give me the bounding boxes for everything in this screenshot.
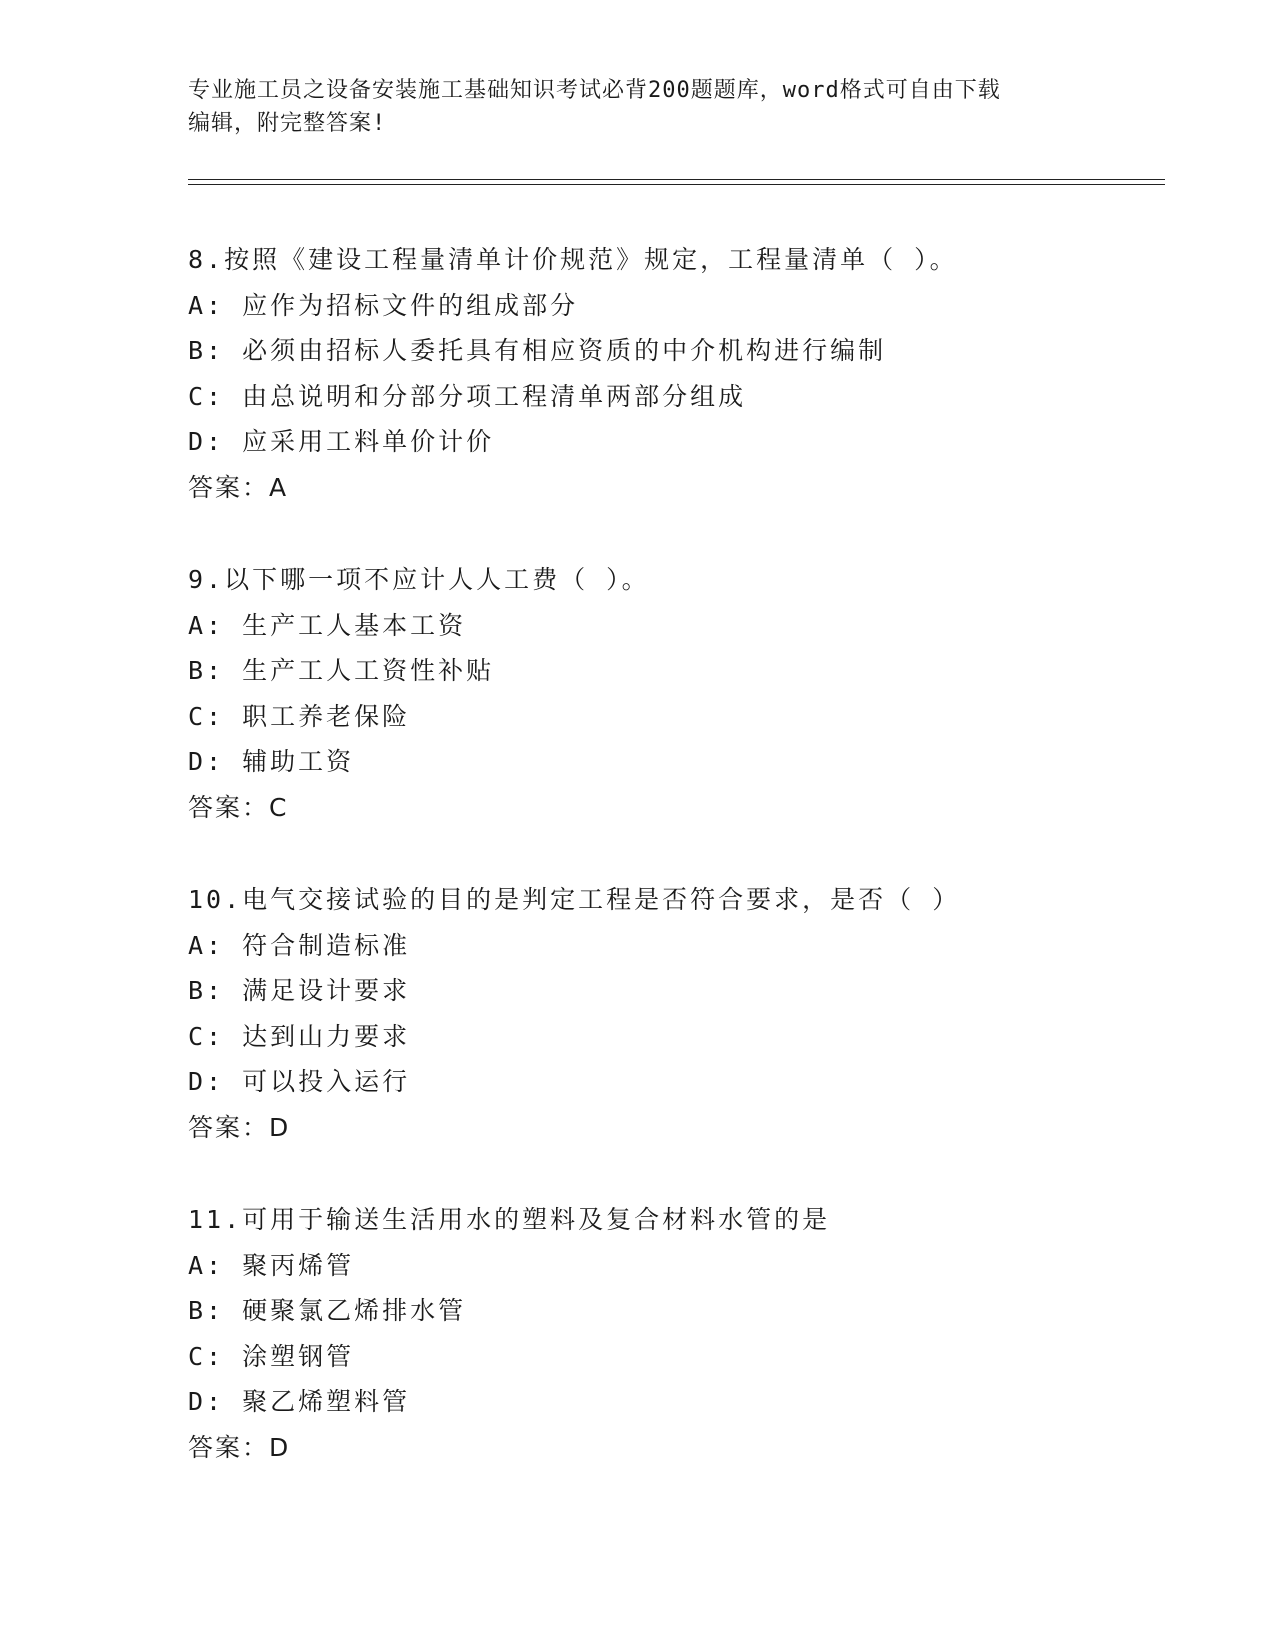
option-c: C: 职工养老保险 bbox=[188, 701, 411, 731]
question-list bbox=[188, 237, 1168, 1517]
header-divider-bottom bbox=[188, 184, 1165, 185]
option-a: A: 符合制造标准 bbox=[188, 930, 411, 960]
option-d: D: 可以投入运行 bbox=[188, 1067, 411, 1096]
answer: 答案：A bbox=[188, 472, 289, 502]
answer: 答案：D bbox=[188, 1432, 291, 1462]
question-stem: 9.以下哪一项不应计人人工费（ ）。 bbox=[188, 565, 650, 594]
document-header bbox=[188, 74, 1088, 140]
question-stem: 11.可用于输送生活用水的塑料及复合材料水管的是 bbox=[188, 1205, 831, 1234]
option-a: A: 生产工人基本工资 bbox=[188, 610, 467, 640]
option-b: B: 满足设计要求 bbox=[188, 976, 411, 1005]
option-d: D: 聚乙烯塑料管 bbox=[188, 1387, 411, 1416]
option-a: A: 应作为招标文件的组成部分 bbox=[188, 290, 579, 320]
question-9 bbox=[188, 557, 1168, 877]
option-c: C: 由总说明和分部分项工程清单两部分组成 bbox=[188, 381, 747, 411]
header-title-line-2: 编辑，附完整答案! bbox=[188, 111, 387, 136]
option-c: C: 达到山力要求 bbox=[188, 1021, 411, 1051]
option-d: D: 辅助工资 bbox=[188, 747, 355, 776]
option-b: B: 必须由招标人委托具有相应资质的中介机构进行编制 bbox=[188, 336, 887, 365]
option-d: D: 应采用工料单价计价 bbox=[188, 427, 495, 456]
question-stem: 8.按照《建设工程量清单计价规范》规定，工程量清单（ ）。 bbox=[188, 245, 958, 274]
header-divider-top bbox=[188, 179, 1165, 180]
option-b: B: 硬聚氯乙烯排水管 bbox=[188, 1296, 467, 1325]
question-8 bbox=[188, 237, 1168, 557]
answer: 答案：D bbox=[188, 1112, 291, 1142]
header-title-line-1: 专业施工员之设备安装施工基础知识考试必背200题题库，word格式可自由下载 bbox=[188, 78, 1001, 103]
option-a: A: 聚丙烯管 bbox=[188, 1250, 355, 1280]
option-b: B: 生产工人工资性补贴 bbox=[188, 656, 495, 685]
question-10 bbox=[188, 877, 1168, 1197]
option-c: C: 涂塑钢管 bbox=[188, 1341, 355, 1371]
question-11 bbox=[188, 1197, 1168, 1517]
answer: 答案：C bbox=[188, 792, 289, 822]
question-stem: 10.电气交接试验的目的是判定工程是否符合要求，是否（ ） bbox=[188, 885, 961, 914]
